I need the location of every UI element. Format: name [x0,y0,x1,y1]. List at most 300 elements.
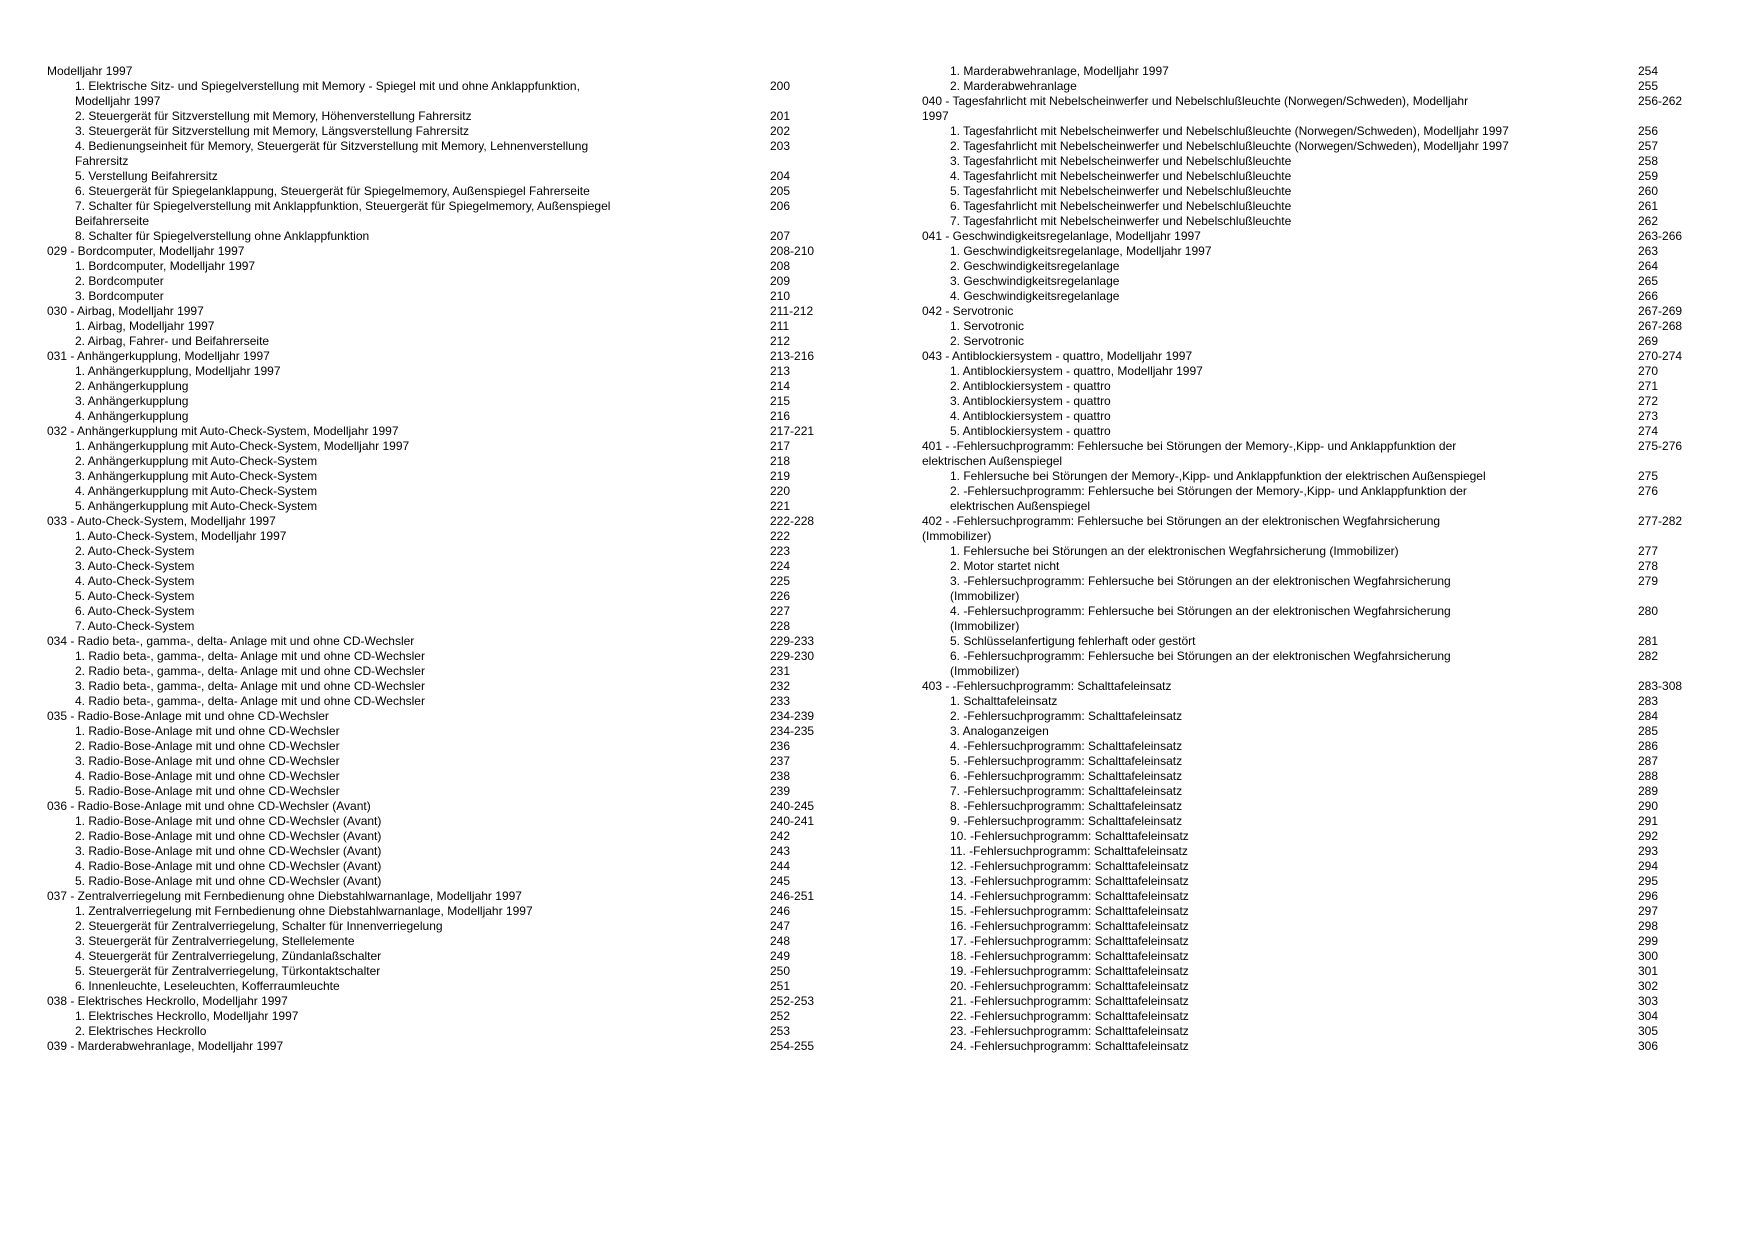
toc-entry-line: 035 - Radio-Bose-Anlage mit und ohne CD-Wechsler [47,709,329,723]
toc-sub-entry [922,964,1722,979]
toc-sub-entry [47,274,847,289]
toc-entry-text [47,904,770,919]
toc-page-number: 220 [770,484,791,498]
toc-entry-text [47,394,770,409]
toc-page-number: 282 [1638,649,1659,663]
toc-entry-line: 7. Schalter für Spiegelverstellung mit Anklappfunktion, Steuergerät für Spiegelmemory, Außenspiegel [75,199,611,213]
toc-page-number: 277 [1638,544,1659,558]
toc-page-number: 256-262 [1638,94,1683,108]
toc-entry-text [47,439,770,454]
toc-page-number: 297 [1638,904,1659,918]
toc-page-number: 270-274 [1638,349,1683,363]
toc-page-number: 285 [1638,724,1659,738]
toc-entry-text [47,979,770,994]
toc-entry-line: 401 - -Fehlersuchprogramm: Fehlersuche bei Störungen der Memory-,Kipp- und Anklappfunktion der [922,439,1457,453]
toc-page-number: 261 [1638,199,1659,213]
toc-sub-entry [47,1009,847,1024]
toc-entry-line: 041 - Geschwindigkeitsregelanlage, Modelljahr 1997 [922,229,1201,243]
toc-page-number: 288 [1638,769,1659,783]
toc-page-number: 208-210 [770,244,815,258]
toc-page-number: 272 [1638,394,1659,408]
toc-sub-entry [47,619,847,634]
toc-entry-line: 11. -Fehlersuchprogramm: Schalttafeleinsatz [950,844,1188,858]
toc-entry-line: 2. -Fehlersuchprogramm: Schalttafeleinsatz [950,709,1183,723]
toc-entry-text [47,469,770,484]
toc-entry-text [47,304,770,319]
toc-entry-line: 6. Tagesfahrlicht mit Nebelscheinwerfer und Nebelschlußleuchte [950,199,1292,213]
toc-sub-entry [922,1009,1722,1024]
toc-sub-entry [922,979,1722,994]
toc-entry-line: 3. Radio-Bose-Anlage mit und ohne CD-Wechsler (Avant) [75,844,382,858]
toc-entry-text [47,934,770,949]
toc-sub-entry [47,724,847,739]
toc-entry-line: 1. Auto-Check-System, Modelljahr 1997 [75,529,287,543]
toc-page-number: 290 [1638,799,1659,813]
toc-entry-text [922,214,1638,229]
toc-sub-entry [922,769,1722,784]
toc-entry-text [47,574,770,589]
toc-entry-line: 5. -Fehlersuchprogramm: Schalttafeleinsatz [950,754,1183,768]
toc-entry-line: 2. Elektrisches Heckrollo [75,1024,207,1038]
toc-entry-text [47,559,770,574]
toc-page-number: 211-212 [770,304,814,318]
toc-entry-text [47,64,770,79]
toc-sub-entry [47,439,847,454]
toc-sub-entry [47,904,847,919]
toc-page-number: 306 [1638,1039,1659,1053]
toc-entry-line: 403 - -Fehlersuchprogramm: Schalttafeleinsatz [922,679,1172,693]
toc-sub-entry [922,574,1722,604]
toc-sub-entry [922,274,1722,289]
toc-sub-entry [47,199,847,229]
toc-entry-line: 042 - Servotronic [922,304,1014,318]
toc-page-number: 242 [770,829,791,843]
toc-entry-line: 7. -Fehlersuchprogramm: Schalttafeleinsatz [950,784,1183,798]
toc-entry-text [47,694,770,709]
toc-page-number: 237 [770,754,791,768]
toc-sub-entry [47,664,847,679]
toc-entry-line: 3. Steuergerät für Zentralverriegelung, Stellelemente [75,934,355,948]
toc-entry-line: 9. -Fehlersuchprogramm: Schalttafeleinsatz [950,814,1183,828]
toc-page-number: 267-268 [1638,319,1683,333]
toc-sub-entry [47,589,847,604]
toc-entry-line: (Immobilizer) [950,619,1020,633]
toc-entry-line: 1. Radio beta-, gamma-, delta- Anlage mit und ohne CD-Wechsler [75,649,425,663]
toc-entry-line: 1. Zentralverriegelung mit Fernbedienung ohne Diebstahlwarnanlage, Modelljahr 1997 [75,904,533,918]
toc-section-entry [922,94,1722,124]
toc-entry-line: 2. Anhängerkupplung mit Auto-Check-System [75,454,318,468]
toc-sub-entry [922,889,1722,904]
toc-sub-entry [922,799,1722,814]
toc-section-entry [47,799,847,814]
toc-section-entry [47,244,847,259]
toc-entry-line: 4. Geschwindigkeitsregelanlage [950,289,1120,303]
toc-page-number: 239 [770,784,791,798]
toc-entry-text [47,229,770,244]
toc-page-number: 304 [1638,1009,1659,1023]
toc-entry-line: 2. Radio-Bose-Anlage mit und ohne CD-Wechsler [75,739,340,753]
toc-entry-text [47,994,770,1009]
toc-section-entry [47,1039,847,1054]
toc-entry-text [47,754,770,769]
toc-page-number: 234-235 [770,724,815,738]
toc-sub-entry [47,949,847,964]
toc-entry-line: 4. Radio beta-, gamma-, delta- Anlage mit und ohne CD-Wechsler [75,694,425,708]
toc-entry-text [47,274,770,289]
toc-sub-entry [47,934,847,949]
toc-page-number: 273 [1638,409,1659,423]
toc-entry-text [47,919,770,934]
toc-page-number: 247 [770,919,791,933]
toc-entry-text [922,559,1638,574]
toc-entry-line: 7. Auto-Check-System [75,619,195,633]
toc-entry-line: 5. Radio-Bose-Anlage mit und ohne CD-Wechsler (Avant) [75,874,382,888]
toc-page-number: 264 [1638,259,1659,273]
toc-entry-text [922,274,1638,289]
toc-entry-line: 4. Auto-Check-System [75,574,195,588]
toc-sub-entry [922,259,1722,274]
toc-entry-text [47,589,770,604]
toc-entry-line: 1. Schalttafeleinsatz [950,694,1058,708]
toc-sub-entry [922,169,1722,184]
toc-entry-line: 4. Anhängerkupplung mit Auto-Check-System [75,484,318,498]
toc-page-number: 236 [770,739,791,753]
toc-sub-entry [922,184,1722,199]
toc-page-number: 203 [770,139,791,153]
toc-sub-entry [47,184,847,199]
toc-entry-text [922,964,1638,979]
toc-entry-text [47,109,770,124]
toc-section-entry [47,349,847,364]
toc-entry-line: 1. Radio-Bose-Anlage mit und ohne CD-Wechsler [75,724,340,738]
toc-page-number: 303 [1638,994,1659,1008]
toc-entry-line: 6. -Fehlersuchprogramm: Fehlersuche bei Störungen an der elektronischen Wegfahrsicherung [950,649,1451,663]
toc-entry-text [922,949,1638,964]
toc-page-number: 227 [770,604,791,618]
toc-section-entry [922,304,1722,319]
toc-entry-line: 4. Anhängerkupplung [75,409,189,423]
toc-sub-entry [922,919,1722,934]
toc-sub-entry [47,784,847,799]
toc-entry-text [47,949,770,964]
toc-entry-text [922,799,1638,814]
toc-sub-entry [47,139,847,169]
toc-sub-entry [922,154,1722,169]
toc-page-number: 205 [770,184,791,198]
toc-sub-entry [922,784,1722,799]
toc-page-number: 201 [770,109,791,123]
toc-entry-text [47,604,770,619]
toc-entry-text [922,679,1638,694]
toc-entry-line: 3. Antiblockiersystem - quattro [950,394,1111,408]
toc-entry-text [47,964,770,979]
toc-entry-line: 2. -Fehlersuchprogramm: Fehlersuche bei Störungen der Memory-,Kipp- und Anklappfunktion der [950,484,1467,498]
toc-entry-text [47,859,770,874]
toc-entry-text [47,409,770,424]
toc-sub-entry [47,649,847,664]
toc-page-number: 289 [1638,784,1659,798]
toc-page-number: 212 [770,334,791,348]
toc-page-number: 298 [1638,919,1659,933]
toc-page-number: 207 [770,229,791,243]
toc-entry-line: 5. Tagesfahrlicht mit Nebelscheinwerfer und Nebelschlußleuchte [950,184,1292,198]
toc-entry-text [922,859,1638,874]
toc-page-number: 256 [1638,124,1659,138]
toc-section-entry [47,514,847,529]
toc-page-number: 240-241 [770,814,815,828]
toc-page-number: 254-255 [770,1039,815,1053]
toc-page-number: 223 [770,544,791,558]
toc-sub-entry [47,694,847,709]
toc-entry-text [47,679,770,694]
toc-section-entry [47,304,847,319]
toc-page-number: 250 [770,964,791,978]
toc-section-entry [922,514,1722,544]
toc-entry-text [47,799,770,814]
toc-entry-line: 3. Anhängerkupplung [75,394,189,408]
toc-entry-line: Modelljahr 1997 [47,64,133,78]
toc-page-number: 295 [1638,874,1659,888]
toc-entry-text [922,409,1638,424]
toc-sub-entry [922,334,1722,349]
toc-entry-line: elektrischen Außenspiegel [950,499,1091,513]
toc-sub-entry [47,1024,847,1039]
toc-entry-text [47,349,770,364]
toc-entry-text [922,784,1638,799]
toc-entry-text [47,1039,770,1054]
toc-page-number: 286 [1638,739,1659,753]
toc-page-number: 225 [770,574,791,588]
toc-entry-text [47,259,770,274]
toc-page-number: 274 [1638,424,1659,438]
toc-entry-text [47,739,770,754]
toc-entry-line: 7. Tagesfahrlicht mit Nebelscheinwerfer und Nebelschlußleuchte [950,214,1292,228]
toc-entry-text [47,244,770,259]
toc-page-number: 228 [770,619,791,633]
toc-sub-entry [47,379,847,394]
toc-entry-line: 3. Analoganzeigen [950,724,1049,738]
toc-section-entry [47,424,847,439]
toc-entry-text [47,379,770,394]
toc-page-number: 301 [1638,964,1659,978]
toc-page-number: 224 [770,559,791,573]
toc-entry-line: 040 - Tagesfahrlicht mit Nebelscheinwerfer und Nebelschlußleuchte (Norwegen/Schweden), Modelljahr [922,94,1469,108]
toc-sub-entry [47,124,847,139]
toc-sub-entry [47,604,847,619]
toc-entry-line: 3. Radio beta-, gamma-, delta- Anlage mit und ohne CD-Wechsler [75,679,425,693]
toc-section-entry [47,709,847,724]
toc-entry-line: 4. Antiblockiersystem - quattro [950,409,1111,423]
toc-page-number: 219 [770,469,791,483]
toc-page-number: 275-276 [1638,439,1683,453]
toc-entry-text [922,814,1638,829]
toc-page-number: 281 [1638,634,1659,648]
toc-sub-entry [47,574,847,589]
toc-entry-line: 5. Radio-Bose-Anlage mit und ohne CD-Wechsler [75,784,340,798]
toc-sub-entry [922,289,1722,304]
toc-page-number: 211 [770,319,790,333]
toc-entry-line: 15. -Fehlersuchprogramm: Schalttafeleinsatz [950,904,1189,918]
toc-sub-entry [922,994,1722,1009]
toc-page-number: 248 [770,934,791,948]
toc-entry-text [922,1009,1638,1024]
toc-page-number: 240-245 [770,799,815,813]
toc-entry-line: 038 - Elektrisches Heckrollo, Modelljahr 1997 [47,994,288,1008]
toc-page-number: 221 [770,499,791,513]
toc-section-entry [922,439,1722,469]
toc-sub-entry [922,604,1722,634]
toc-entry-line: 1. Antiblockiersystem - quattro, Modelljahr 1997 [950,364,1203,378]
toc-entry-text [922,754,1638,769]
toc-entry-line: 8. Schalter für Spiegelverstellung ohne Anklappfunktion [75,229,370,243]
toc-page-number: 214 [770,379,791,393]
toc-entry-line: 2. Tagesfahrlicht mit Nebelscheinwerfer und Nebelschlußleuchte (Norwegen/Schweden), Modelljahr 1997 [950,139,1509,153]
toc-entry-line: 2. Radio beta-, gamma-, delta- Anlage mit und ohne CD-Wechsler [75,664,425,678]
toc-entry-line: 2. Motor startet nicht [950,559,1060,573]
toc-sub-entry [922,649,1722,679]
toc-page-number: 202 [770,124,791,138]
toc-entry-line: Modelljahr 1997 [75,94,161,108]
toc-page-number: 229-230 [770,649,815,663]
toc-sub-entry [47,259,847,274]
toc-entry-text [47,514,770,529]
toc-entry-text [922,64,1638,79]
toc-entry-line: 3. Steuergerät für Sitzverstellung mit Memory, Längsverstellung Fahrersitz [75,124,469,138]
toc-entry-text [47,844,770,859]
toc-entry-text [922,304,1638,319]
toc-sub-entry [922,724,1722,739]
toc-page-number: 218 [770,454,791,468]
toc-entry-line: 043 - Antiblockiersystem - quattro, Modelljahr 1997 [922,349,1193,363]
toc-entry-line: 030 - Airbag, Modelljahr 1997 [47,304,204,318]
toc-entry-line: 037 - Zentralverriegelung mit Fernbedienung ohne Diebstahlwarnanlage, Modelljahr 1997 [47,889,522,903]
toc-section-entry [47,634,847,649]
toc-page-number: 280 [1638,604,1659,618]
toc-sub-entry [922,544,1722,559]
toc-sub-entry [922,424,1722,439]
toc-sub-entry [47,844,847,859]
toc-entry-text [922,124,1638,139]
toc-sub-entry [922,364,1722,379]
toc-entry-line: Beifahrerseite [75,214,150,228]
toc-entry-text [47,424,770,439]
toc-entry-line: 5. Antiblockiersystem - quattro [950,424,1111,438]
toc-sub-entry [922,859,1722,874]
toc-sub-entry [47,919,847,934]
toc-entry-line: 1. Airbag, Modelljahr 1997 [75,319,215,333]
toc-page-number: 279 [1638,574,1659,588]
toc-entry-text [47,454,770,469]
toc-page-number: 246-251 [770,889,815,903]
toc-entry-line: 1. Anhängerkupplung, Modelljahr 1997 [75,364,281,378]
toc-entry-text [922,439,1638,469]
toc-sub-entry [922,319,1722,334]
toc-entry-text [922,424,1638,439]
toc-entry-line: 1. Tagesfahrlicht mit Nebelscheinwerfer und Nebelschlußleuchte (Norwegen/Schweden), Modelljahr 1997 [950,124,1509,138]
toc-entry-line: 21. -Fehlersuchprogramm: Schalttafeleinsatz [950,994,1189,1008]
toc-entry-line: 2. Auto-Check-System [75,544,195,558]
toc-sub-entry [47,409,847,424]
toc-entry-line: 4. Bedienungseinheit für Memory, Steuergerät für Sitzverstellung mit Memory, Lehnenverstellung [75,139,589,153]
toc-entry-text [922,604,1638,634]
toc-entry-text [47,169,770,184]
toc-entry-text [922,319,1638,334]
toc-entry-line: 2. Bordcomputer [75,274,164,288]
toc-entry-text [922,694,1638,709]
toc-entry-line: 1. Elektrische Sitz- und Spiegelverstellung mit Memory - Spiegel mit und ohne Anklappfunktion, [75,79,580,93]
toc-page-number: 263-266 [1638,229,1683,243]
toc-entry-text [922,289,1638,304]
toc-sub-entry [47,829,847,844]
toc-entry-line: 2. Steuergerät für Zentralverriegelung, Schalter für Innenverriegelung [75,919,443,933]
toc-sub-entry [47,979,847,994]
toc-entry-line: 039 - Marderabwehranlage, Modelljahr 1997 [47,1039,284,1053]
toc-sub-entry [922,214,1722,229]
toc-page-number: 270 [1638,364,1659,378]
toc-section-entry [47,889,847,904]
toc-entry-line: 3. Auto-Check-System [75,559,195,573]
toc-entry-line: 3. -Fehlersuchprogramm: Fehlersuche bei Störungen an der elektronischen Wegfahrsicherung [950,574,1451,588]
toc-page-number: 278 [1638,559,1659,573]
toc-entry-text [922,229,1638,244]
toc-page-number: 222-228 [770,514,815,528]
toc-entry-text [47,1009,770,1024]
toc-entry-text [922,79,1638,94]
toc-sub-entry [922,199,1722,214]
toc-entry-text [922,874,1638,889]
toc-page-number: 260 [1638,184,1659,198]
toc-entry-text [922,574,1638,604]
toc-entry-text [47,634,770,649]
toc-column-left [47,64,847,1054]
toc-sub-entry [922,244,1722,259]
toc-entry-text [47,619,770,634]
toc-entry-line: 1. Fehlersuche bei Störungen an der elektronischen Wegfahrsicherung (Immobilizer) [950,544,1399,558]
toc-sub-entry [47,469,847,484]
toc-entry-line: 2. Steuergerät für Sitzverstellung mit Memory, Höhenverstellung Fahrersitz [75,109,472,123]
toc-page-number: 217 [770,439,791,453]
toc-page-number: 293 [1638,844,1659,858]
toc-entry-text [922,994,1638,1009]
toc-sub-entry [47,499,847,514]
toc-entry-line: 5. Steuergerät für Zentralverriegelung, Türkontaktschalter [75,964,381,978]
toc-entry-text [922,469,1638,484]
toc-page-number: 255 [1638,79,1659,93]
toc-entry-line: 402 - -Fehlersuchprogramm: Fehlersuche bei Störungen an der elektronischen Wegfahrsicherung [922,514,1441,528]
toc-sub-entry [922,874,1722,889]
toc-page-number: 238 [770,769,791,783]
toc-page-number: 265 [1638,274,1659,288]
toc-page-number: 249 [770,949,791,963]
toc-sub-entry [922,1039,1722,1054]
toc-entry-text [922,739,1638,754]
toc-entry-text [47,544,770,559]
toc-entry-line: (Immobilizer) [950,589,1020,603]
toc-page-number: 267-269 [1638,304,1683,318]
toc-entry-text [922,934,1638,949]
toc-entry-text [47,124,770,139]
toc-page-number: 231 [770,664,791,678]
toc-sub-entry [47,319,847,334]
toc-page-number: 271 [1638,379,1659,393]
toc-entry-line: 23. -Fehlersuchprogramm: Schalttafeleinsatz [950,1024,1189,1038]
toc-page-number: 269 [1638,334,1659,348]
toc-page-number: 217-221 [770,424,815,438]
toc-entry-text [922,184,1638,199]
toc-entry-line: 4. -Fehlersuchprogramm: Fehlersuche bei Störungen an der elektronischen Wegfahrsicherung [950,604,1451,618]
toc-page-number: 276 [1638,484,1659,498]
toc-sub-entry [47,679,847,694]
